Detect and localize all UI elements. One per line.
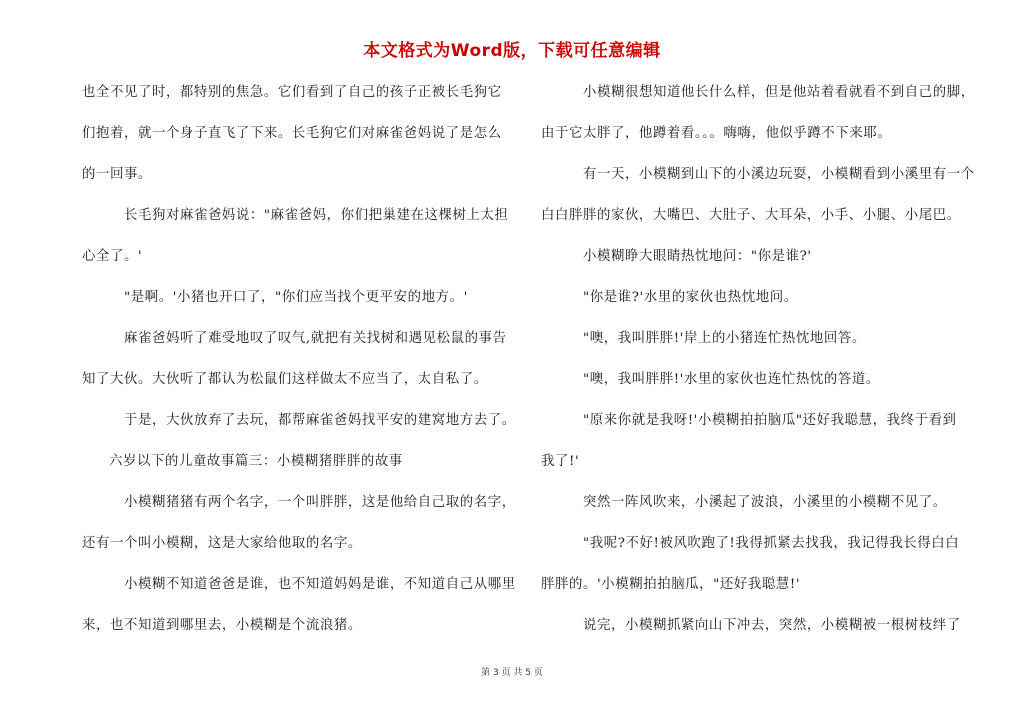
text-line: "是啊。'小猪也开口了，"你们应当找个更平安的地方。' [124, 290, 468, 305]
text-line: "你是谁?'水里的家伙也热忱地问。 [583, 290, 798, 305]
page-number-footer: 第 3 页 共 5 页 [481, 668, 543, 678]
text-line: 小模糊很想知道他长什么样，但是他站着看就看不到自己的脚， [583, 85, 975, 100]
document-header-title: 本文格式为Word版，下载可任意编辑 [363, 41, 661, 61]
right-text-column [541, 80, 977, 654]
text-line: 心全了。' [82, 249, 143, 264]
text-line: 小模糊猪猪有两个名字，一个叫胖胖，这是他给自己取的名字， [124, 495, 516, 510]
section-heading: 六岁以下的儿童故事篇三：小模糊猪胖胖的故事 [109, 454, 403, 469]
text-line: 长毛狗对麻雀爸妈说："麻雀爸妈，你们把巢建在这棵树上太担 [124, 208, 509, 223]
text-line: 有一天，小模糊到山下的小溪边玩耍，小模糊看到小溪里有一个 [583, 167, 975, 182]
text-line: 胖胖的。'小模糊拍拍脑瓜，"还好我聪慧!' [541, 577, 801, 592]
text-line: 的一回事。 [82, 167, 152, 182]
text-line: "我呢?不好!被风吹跑了!我得抓紧去找我，我记得我长得白白 [583, 536, 960, 551]
text-line: 说完，小模糊抓紧向山下冲去，突然，小模糊被一根树枝绊了 [583, 618, 961, 633]
text-line: 我了!' [541, 454, 580, 469]
text-line: 由于它太胖了，他蹲着看。。。嗨嗨，他似乎蹲不下来耶。 [541, 126, 892, 141]
text-line: "原来你就是我呀!'小模糊拍拍脑瓜"还好我聪慧，我终于看到 [583, 413, 957, 428]
text-line: 知了大伙。大伙听了都认为松鼠们这样做太不应当了，太自私了。 [82, 372, 488, 387]
text-line: "噢，我叫胖胖!'岸上的小猪连忙热忱地回答。 [583, 331, 866, 346]
text-line: 还有一个叫小模糊，这是大家给他取的名字。 [82, 536, 362, 551]
text-line: "噢，我叫胖胖!'水里的家伙也连忙热忱的答道。 [583, 372, 880, 387]
text-line: 小模糊睁大眼睛热忱地问："你是谁?' [583, 249, 812, 264]
text-line: 小模糊不知道爸爸是谁，也不知道妈妈是谁，不知道自己从哪里 [124, 577, 516, 592]
text-line: 于是，大伙放弃了去玩，都帮麻雀爸妈找平安的建窝地方去了。 [124, 413, 516, 428]
left-text-column [82, 80, 518, 654]
text-line: 也全不见了时，都特别的焦急。它们看到了自己的孩子正被长毛狗它 [82, 85, 502, 100]
text-line: 们抱着，就一个身子直飞了下来。长毛狗它们对麻雀爸妈说了是怎么 [82, 126, 502, 141]
text-line: 白白胖胖的家伙，大嘴巴、大肚子、大耳朵，小手、小腿、小尾巴。 [541, 208, 961, 223]
text-line: 麻雀爸妈听了难受地叹了叹气,就把有关找树和遇见松鼠的事告 [124, 331, 507, 346]
text-line: 来，也不知道到哪里去，小模糊是个流浪猪。 [82, 618, 362, 633]
text-line: 突然一阵风吹来，小溪起了波浪，小溪里的小模糊不见了。 [583, 495, 947, 510]
